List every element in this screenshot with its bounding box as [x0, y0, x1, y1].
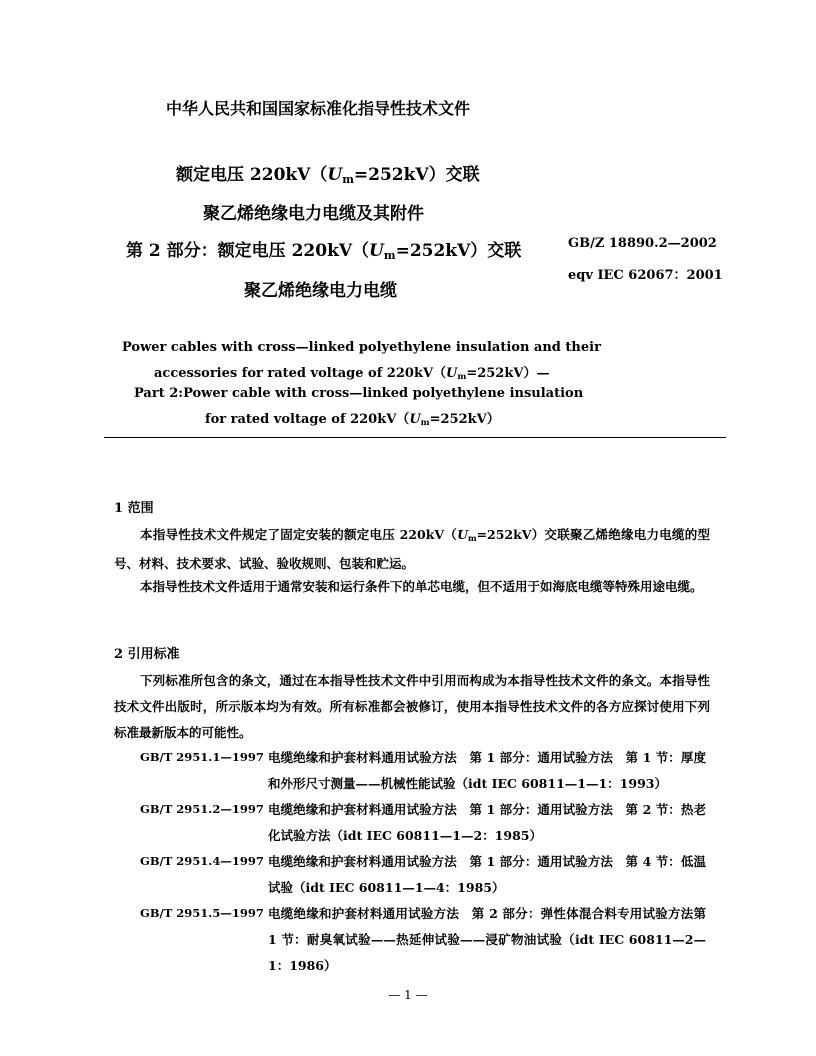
title-en-line4: for rated voltage of $220kV(U_m=252kV)$ [205, 412, 500, 428]
reference-code: GB/T 2951.5—1997 [140, 906, 264, 920]
title-divider [104, 437, 726, 438]
title-cn-line3: 第 2 部分：额定电压 $220kV(U_m=252kV)$交联 [126, 241, 522, 262]
page-number: — 1 — [388, 988, 428, 1002]
section-2-paragraph-1: 下列标准所包含的条文，通过在本指导性技术文件中引用而构成为本指导性技术文件的条文。本指导性技术文件出版时，所示版本均为有效。所有标准都会被修订，使用本指导性技术文件的各方应探讨使用下列标准最新版本的可能性。 [114, 673, 710, 740]
reference-title: 电缆绝缘和护套材料通用试验方法 第 1 部分：通用试验方法 第 1 节：厚度和外形尺寸测量——机械性能试验（idt IEC 60811—1—1：1993） [268, 750, 706, 791]
document-header: 中华人民共和国国家标准化指导性技术文件 [166, 99, 471, 118]
reference-title: 电缆绝缘和护套材料通用试验方法 第 1 部分：通用试验方法 第 2 节：热老化试验方法（idt IEC 60811—1—2：1985） [268, 802, 706, 843]
title-en-line2: accessories for rated voltage of $220kV(U_m=252kV)—$ [154, 366, 550, 382]
reference-title: 电缆绝缘和护套材料通用试验方法 第 1 部分：通用试验方法 第 4 节：低温试验（idt IEC 60811—1—4：1985） [268, 854, 706, 895]
section-1-paragraph-2: 本指导性技术文件适用于通常安装和运行条件下的单芯电缆，但不适用于如海底电缆等特殊用途电缆。 [140, 579, 703, 594]
reference-code: GB/T 2951.4—1997 [140, 854, 264, 868]
section-1-paragraph-1: 本指导性技术文件规定了固定安装的额定电压 $220kV(U_m=252kV)$交联聚乙烯绝缘电力电缆的型号、材料、技术要求、试验、验收规则、包装和贮运。 [114, 527, 710, 572]
title-cn-line1: 额定电压 $220kV(U_m=252kV)$交联 [176, 165, 480, 186]
title-cn-line2: 聚乙烯绝缘电力电缆及其附件 [203, 204, 424, 224]
section-2-heading: 2 引用标准 [114, 647, 180, 662]
standard-equivalent: eqv IEC 62067：2001 [568, 268, 723, 283]
title-en-line1: Power cables with cross—linked polyethylene insulation and their [122, 340, 601, 355]
reference-code: GB/T 2951.1—1997 [140, 750, 264, 764]
reference-title: 电缆绝缘和护套材料通用试验方法 第 2 部分：弹性体混合料专用试验方法第 1 节：耐臭氧试验——热延伸试验——浸矿物油试验（idt IEC 60811—2—1：1986） [268, 906, 706, 973]
title-en-line3: Part 2:Power cable with cross—linked polyethylene insulation [134, 386, 584, 401]
reference-code: GB/T 2951.2—1997 [140, 802, 264, 816]
title-cn-line4: 聚乙烯绝缘电力电缆 [244, 281, 397, 301]
section-1-heading: 1 范围 [114, 501, 154, 516]
standard-number: GB/Z 18890.2—2002 [568, 236, 717, 251]
